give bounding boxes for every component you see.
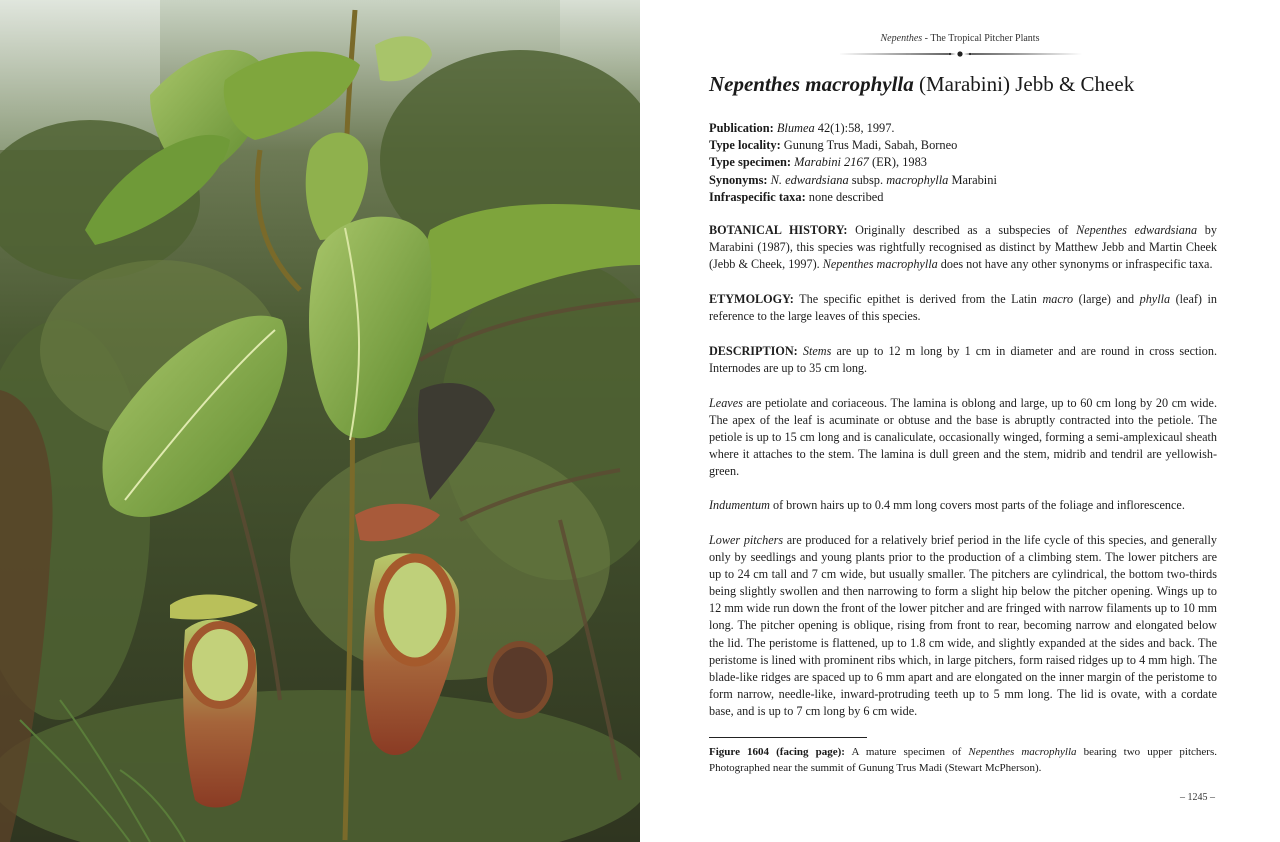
type-specimen-collector: Marabini 2167 [794, 155, 869, 170]
page-number: – 1245 – [1180, 792, 1215, 803]
publication-label: Publication: [709, 121, 774, 135]
text-page [640, 0, 1280, 842]
synonyms-line [709, 172, 1219, 189]
type-locality-value: Gunung Trus Madi, Sabah, Borneo [780, 138, 958, 153]
italic-term: Lower pitchers [709, 533, 784, 547]
caption-divider [709, 737, 867, 738]
synonym-name: N. edwardsiana [770, 172, 849, 187]
synonym-author: Marabini [948, 172, 997, 187]
italic-term: phylla [1139, 292, 1171, 306]
italic-term: Stems [802, 344, 832, 358]
text-run: are up to 12 m long by 1 cm in diameter and are round in cross section. Internodes are up to 35 cm long. [709, 344, 1218, 376]
synonym-epithet: macrophylla [886, 172, 949, 187]
type-locality-label: Type locality: [709, 138, 781, 153]
text-run: of brown hairs up to 0.4 mm long covers most parts of the foliage and inflorescence. [769, 498, 1185, 512]
text-run: by Marabini (1987), this species was rightfully recognised as distinct by Matthew Jebb and Martin Cheek (Jebb & Cheek, 1997). [709, 223, 1217, 272]
species-name: Nepenthes macrophylla [709, 72, 914, 96]
infraspecific-value: none described [805, 189, 884, 204]
running-head-rest: - The Tropical Pitcher Plants [922, 33, 1040, 44]
figure-label: Figure 1604 (facing page): [709, 746, 845, 758]
text-run: are petiolate and coriaceous. The lamina is oblong and large, up to 60 cm long by 20 cm wide. The apex of the leaf is acuminate or obtuse and the base is abruptly contracted into the petiole. The petiole is up to 15 cm long and is canaliculate, occasionally winged, forming a semi-amplexicaul sheath where it attaches to the stem. The lamina is dull green and the stem, midrib and tendril are yellowish-green. [709, 396, 1217, 479]
botanical-history-heading: BOTANICAL HISTORY: [709, 223, 848, 237]
lower-pitchers-paragraph [709, 532, 1217, 720]
leaves-paragraph [709, 395, 1217, 480]
indumentum-paragraph [709, 497, 1217, 514]
synonym-rank: subsp. [848, 172, 887, 187]
description-paragraph [709, 343, 1217, 377]
running-head [640, 33, 1280, 44]
text-run: bearing two upper pitchers. Photographed near the summit of Gunung Trus Madi (Stewart McPherson). [709, 746, 1217, 774]
text-run: (large) and [1073, 292, 1140, 306]
type-specimen-line [709, 154, 1219, 171]
italic-term: Nepenthes macrophylla [822, 257, 938, 272]
species-authority: (Marabini) Jebb & Cheek [913, 72, 1135, 96]
running-head-genus: Nepenthes [880, 33, 923, 44]
botanical-history-paragraph [709, 222, 1217, 273]
italic-term: Nepenthes macrophylla [968, 746, 1077, 758]
publication-journal: Blumea [776, 121, 815, 135]
publication-details: 42(1):58, 1997. [814, 121, 895, 135]
infraspecific-label: Infraspecific taxa: [709, 189, 806, 204]
type-specimen-label: Type specimen: [709, 155, 792, 170]
etymology-heading: ETYMOLOGY: [709, 292, 794, 306]
synonyms-label: Synonyms: [709, 172, 768, 187]
text-run: (leaf) in reference to the large leaves of this species. [709, 292, 1217, 324]
ornamental-rule [838, 51, 1082, 57]
type-specimen-details: (ER), 1983 [868, 155, 928, 170]
italic-term: Nepenthes edwardsiana [1076, 223, 1198, 237]
publication-line [709, 120, 1219, 137]
text-run: are produced for a relatively brief period in the life cycle of this species, and generally only by seedlings and young plants prior to the production of a climbing stem. The lower pitchers are up to 24 cm tall and 7 cm wide, but usually smaller. The pitchers are cylindrical, the bottom two-thirds being slightly swollen and then narrowing to form a slight hip below the pitcher opening. Wings up to 12 mm wide run down the front of the lower pitcher and are fringed with narrow filaments up to 10 mm long. The pitcher opening is oblique, rising from front to rear, becoming narrow and elongated below the lid. The peristome is flattened, up to 1.8 cm wide, and slightly expanded at the sides and back. The peristome is lined with prominent ribs which, in large pitchers, form raised ridges up to 4 mm high. The blade-like ridges are spaced up to 6 mm apart and are elongated on the inner margin of the peristome to form narrow, needle-like, inward-protruding teeth up to 5 mm long. The lid is ovate, with a cordate base, and is up to 7 cm long by 6 cm wide. [709, 533, 1218, 718]
etymology-paragraph [709, 291, 1217, 325]
text-run: does not have any other synonyms or infraspecific taxa. [937, 257, 1213, 272]
infraspecific-line [709, 189, 1219, 206]
species-title [709, 72, 1229, 97]
text-run: Originally described as a subspecies of [847, 223, 1077, 237]
type-locality-line [709, 137, 1219, 154]
italic-term: macro [1042, 292, 1074, 306]
italic-term: Leaves [709, 396, 743, 410]
species-metadata [709, 120, 1219, 206]
text-run: A mature specimen of [844, 746, 969, 758]
description-heading: DESCRIPTION: [709, 344, 798, 358]
figure-caption [709, 745, 1217, 776]
italic-term: Indumentum [709, 498, 770, 512]
text-run: The specific epithet is derived from the Latin [793, 292, 1043, 306]
